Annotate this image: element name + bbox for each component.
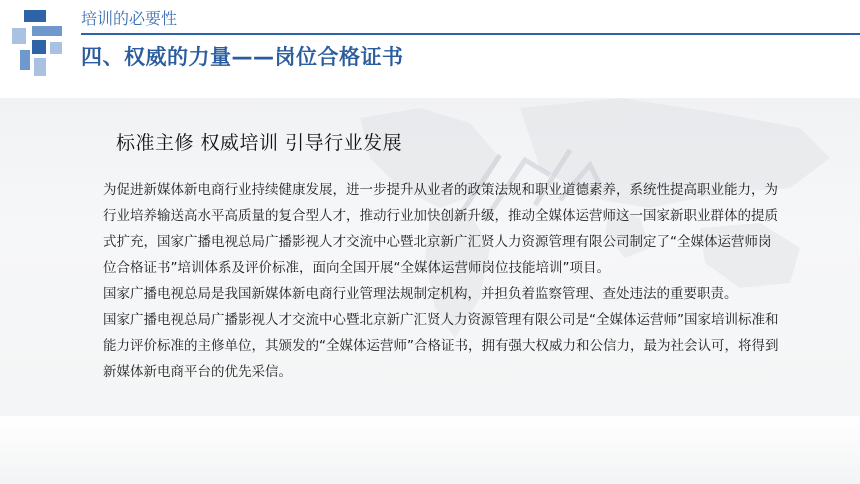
paragraph-2: 国家广播电视总局是我国新媒体新电商行业管理法规制定机构，并担负着监察管理、查处违法的重要职责。 [103, 286, 738, 302]
slide-subtitle: 培训的必要性 [81, 9, 178, 28]
logo-icon [10, 8, 68, 80]
footer-band [0, 416, 860, 484]
paragraph-3: 国家广播电视总局广播影视人才交流中心暨北京新广汇贤人力资源管理有限公司是“全媒体运营师”国家培训标准和能力评价标准的主修单位，其颁发的“全媒体运营师”合格证书，拥有强大权威力和公信力，最为社会认可，将得到新媒体新电商平台的优先采信。 [103, 312, 779, 380]
paragraph-1: 为促进新媒体新电商行业持续健康发展，进一步提升从业者的政策法规和职业道德素养，系统性提高职业能力，为行业培养输送高水平高质量的复合型人才，推动行业加快创新升级，推动全媒体运营师这一国家新职业群体的提质式扩充，国家广播电视总局广播影视人才交流中心暨北京新广汇贤人力资源管理有限公司制定了“全媒体运营师岗位合格证书”培训体系及评价标准，面向全国开展“全媒体运营师岗位技能培训”项目。 [103, 182, 778, 276]
section-heading: 标准主修 权威培训 引导行业发展 [116, 132, 403, 154]
slide-title: 四、权威的力量——岗位合格证书 [81, 45, 404, 69]
body-text [103, 177, 783, 385]
header-divider [81, 33, 860, 35]
